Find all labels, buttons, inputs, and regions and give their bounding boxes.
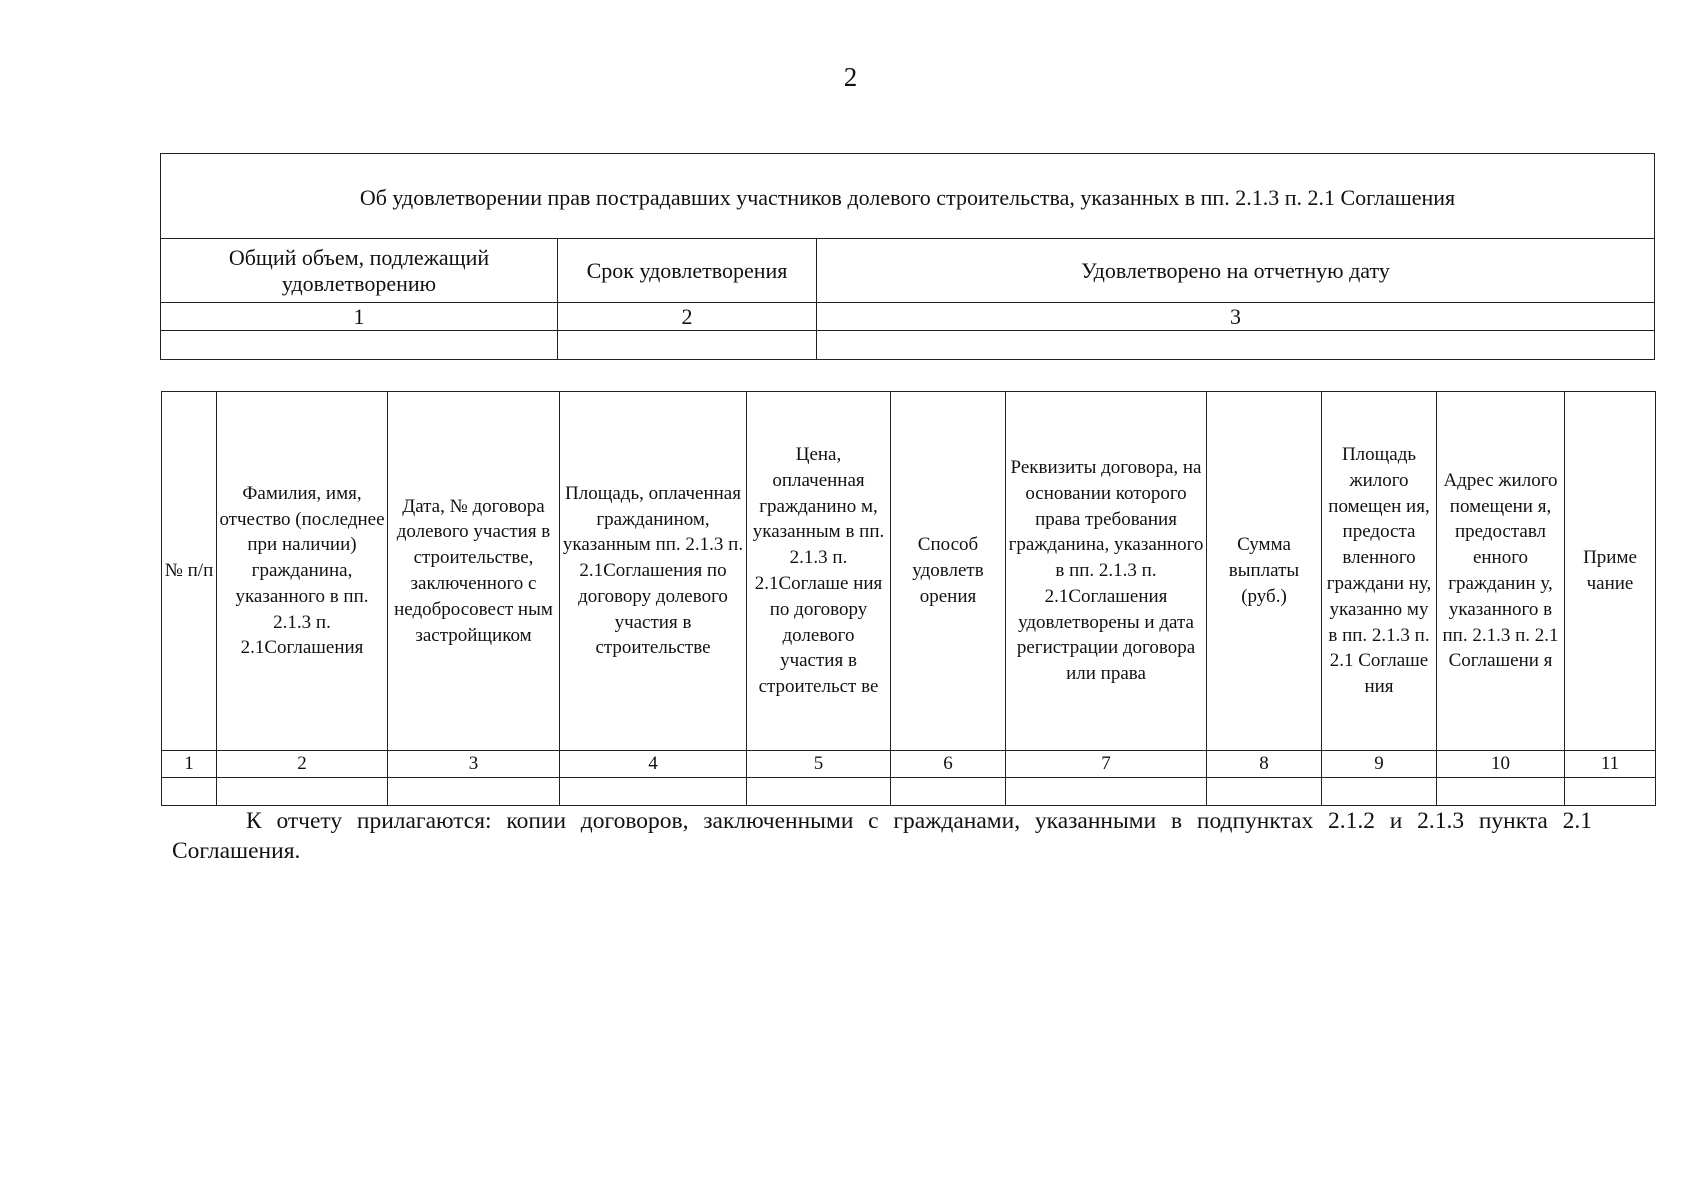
column-number: 1 [161,303,558,331]
column-number: 2 [217,751,388,778]
column-number: 7 [1006,751,1207,778]
column-number: 3 [388,751,560,778]
table-cell [560,778,747,806]
column-header: Приме чание [1565,392,1656,751]
column-header: Срок удовлетворения [558,239,817,303]
summary-table-title-row [161,154,1655,239]
summary-table-number-row [161,303,1655,331]
table-cell [1207,778,1322,806]
table-cell [891,778,1006,806]
column-header: Способ удовлетв орения [891,392,1006,751]
column-header: № п/п [162,392,217,751]
summary-table [160,153,1655,360]
attachments-note: К отчету прилагаются: копии договоров, заключенными с гражданами, указанными в подпунктах 2.1.2 и 2.1.3 пункта 2.1 Соглашения. [172,808,1592,864]
column-number: 9 [1322,751,1437,778]
table-cell [1437,778,1565,806]
column-header: Цена, оплаченная гражданино м, указанным в пп. 2.1.3 п. 2.1Соглаше ния по договору долевого участия в строительст ве [747,392,891,751]
table-row [162,778,1656,806]
detail-table-header-row [162,392,1656,751]
column-header: Площадь жилого помещен ия, предоста вленного граждани ну, указанно му в пп. 2.1.3 п. 2.1 Соглаше ния [1322,392,1437,751]
column-number: 4 [560,751,747,778]
column-number: 11 [1565,751,1656,778]
column-header: Дата, № договора долевого участия в строительстве, заключенного с недобросовест ным застройщиком [388,392,560,751]
summary-table-header-row [161,239,1655,303]
column-number: 3 [817,303,1655,331]
column-number: 2 [558,303,817,331]
detail-table [161,391,1656,806]
column-header: Общий объем, подлежащий удовлетворению [161,239,558,303]
table-cell [1565,778,1656,806]
column-number: 10 [1437,751,1565,778]
table-cell [747,778,891,806]
table-cell [817,331,1655,360]
column-header: Сумма выплаты (руб.) [1207,392,1322,751]
table-cell [1006,778,1207,806]
detail-table-number-row [162,751,1656,778]
table-cell [388,778,560,806]
table-cell [161,331,558,360]
column-number: 1 [162,751,217,778]
column-number: 8 [1207,751,1322,778]
page-number: 2 [843,62,858,92]
column-number: 5 [747,751,891,778]
table-cell [1322,778,1437,806]
table-row [161,331,1655,360]
table-cell [558,331,817,360]
table-cell [217,778,388,806]
table-cell [162,778,217,806]
column-header: Фамилия, имя, отчество (последнее при наличии) гражданина, указанного в пп. 2.1.3 п. 2.1Соглашения [217,392,388,751]
column-header: Реквизиты договора, на основании которого права требования гражданина, указанного в пп. 2.1.3 п. 2.1Соглашения удовлетворены и дата регистрации договора или права [1006,392,1207,751]
column-header: Адрес жилого помещени я, предоставл енного гражданин у, указанного в пп. 2.1.3 п. 2.1 Соглашени я [1437,392,1565,751]
column-number: 6 [891,751,1006,778]
column-header: Площадь, оплаченная гражданином, указанным пп. 2.1.3 п. 2.1Соглашения по договору долевого участия в строительстве [560,392,747,751]
summary-table-title: Об удовлетворении прав пострадавших участников долевого строительства, указанных в пп. 2.1.3 п. 2.1 Соглашения [161,154,1655,239]
column-header: Удовлетворено на отчетную дату [817,239,1655,303]
